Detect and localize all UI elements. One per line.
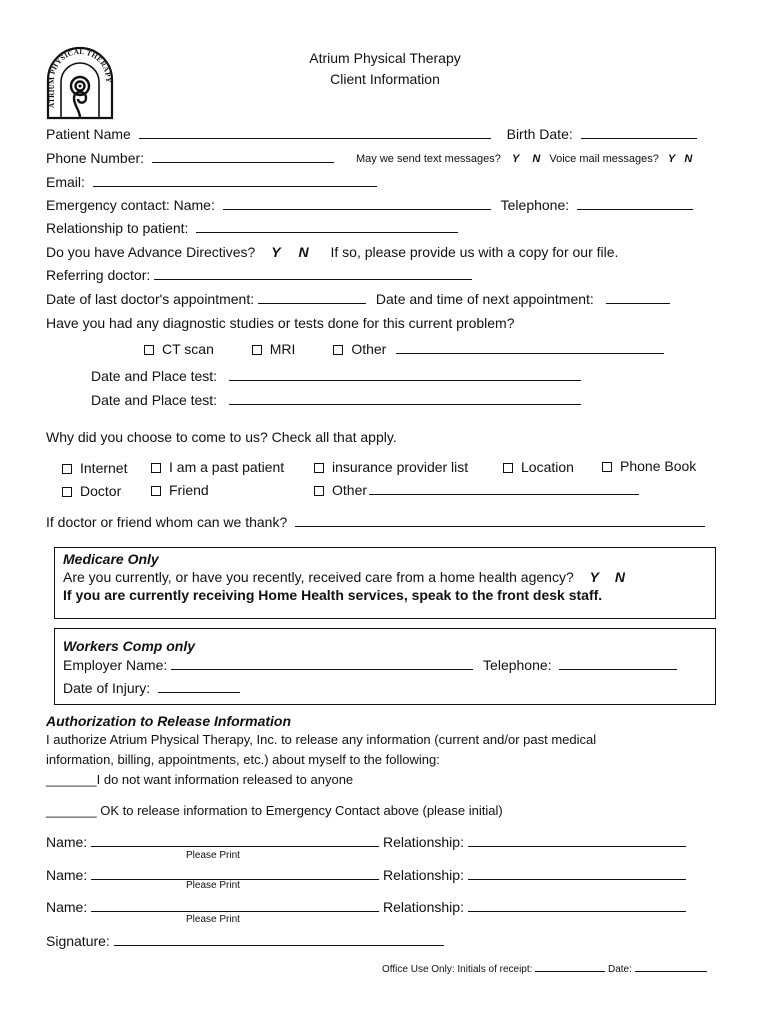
release-relationship-label: Relationship: (383, 899, 464, 915)
release-name-label: Name: (46, 867, 88, 883)
relationship-row (46, 220, 458, 236)
form-title: Atrium Physical Therapy (309, 50, 461, 66)
medicare-no-option[interactable]: N (614, 569, 625, 585)
emergency-telephone-label: Telephone: (500, 197, 570, 213)
option-internet[interactable]: Internet (62, 460, 127, 476)
option-doctor[interactable]: Doctor (62, 483, 121, 499)
date-place-row-1 (91, 368, 581, 384)
ct-scan-option[interactable]: CT scan (144, 341, 214, 357)
other-checkbox[interactable] (314, 486, 324, 496)
office-use-row (382, 962, 707, 975)
date-place-label: Date and Place test: (91, 368, 218, 384)
advance-no-option[interactable]: N (298, 244, 309, 260)
text-messages-label: May we send text messages? (356, 153, 501, 165)
release-name-label: Name: (46, 834, 88, 850)
text-yes-option[interactable]: Y (511, 153, 520, 165)
office-initials-label: Office Use Only: Initials of receipt: (382, 964, 533, 975)
svg-text:ATRIUM PHYSICAL THERAPY: ATRIUM PHYSICAL THERAPY (48, 47, 112, 108)
employer-row (63, 657, 677, 673)
release-relationship-field-3[interactable] (468, 899, 686, 912)
medicare-question: Are you currently, or have you recently, received care from a home health agency? (63, 569, 574, 585)
office-date-label: Date: (608, 964, 632, 975)
birth-date-field[interactable] (581, 126, 697, 139)
signature-field[interactable] (114, 933, 444, 946)
form-subtitle: Client Information (330, 71, 440, 87)
diagnostic-question: Have you had any diagnostic studies or tests done for this current problem? (46, 315, 515, 331)
other-test-field[interactable] (396, 341, 664, 354)
email-row (46, 174, 377, 190)
relationship-field[interactable] (196, 220, 458, 233)
no-release-line[interactable]: _______I do not want information released to anyone (46, 772, 354, 787)
mri-option[interactable]: MRI (252, 341, 296, 357)
thank-label: If doctor or friend whom can we thank? (46, 514, 288, 530)
diagnostic-options-row (144, 341, 664, 357)
birth-date-label: Birth Date: (506, 126, 573, 142)
phone-book-checkbox[interactable] (602, 462, 612, 472)
emergency-telephone-field[interactable] (577, 197, 693, 210)
release-relationship-field-2[interactable] (468, 867, 686, 880)
release-name-row-3 (46, 899, 686, 915)
emergency-row (46, 197, 693, 213)
advance-directives-note: If so, please provide us with a copy for our file. (330, 244, 619, 260)
voice-mail-label: Voice mail messages? (549, 153, 659, 165)
option-past-patient[interactable]: I am a past patient (151, 459, 284, 475)
release-name-field-2[interactable] (91, 867, 379, 880)
referring-doctor-label: Referring doctor: (46, 267, 151, 283)
advance-yes-option[interactable]: Y (271, 244, 281, 260)
employer-field[interactable] (171, 657, 473, 670)
signature-row (46, 933, 444, 949)
option-phone-book[interactable]: Phone Book (602, 458, 696, 474)
referring-doctor-field[interactable] (154, 267, 472, 280)
employer-label: Employer Name: (63, 657, 168, 673)
friend-checkbox[interactable] (151, 486, 161, 496)
referring-doctor-row (46, 267, 472, 283)
release-name-field-1[interactable] (91, 834, 379, 847)
phone-row (46, 150, 334, 166)
workers-telephone-field[interactable] (559, 657, 677, 670)
date-place-field-1[interactable] (229, 368, 581, 381)
authorization-title: Authorization to Release Information (46, 713, 292, 729)
text-no-option[interactable]: N (532, 153, 541, 165)
patient-name-label: Patient Name (46, 126, 131, 142)
other-test-option[interactable]: Other (333, 341, 386, 357)
authorization-text-1: I authorize Atrium Physical Therapy, Inc. to release any information (current and/or past medical (46, 732, 597, 747)
next-appointment-label: Date and time of next appointment: (375, 291, 594, 307)
advance-directives-row (46, 244, 618, 260)
advance-directives-label: Do you have Advance Directives? (46, 244, 256, 260)
option-friend[interactable]: Friend (151, 482, 209, 498)
next-appointment-field[interactable] (606, 291, 670, 304)
medicare-yes-option[interactable]: Y (589, 569, 599, 585)
office-initials-field[interactable] (535, 962, 605, 972)
release-name-field-3[interactable] (91, 899, 379, 912)
workers-telephone-label: Telephone: (483, 657, 552, 673)
insurance-checkbox[interactable] (314, 463, 324, 473)
release-relationship-field-1[interactable] (468, 834, 686, 847)
why-choose-question: Why did you choose to come to us? Check all that apply. (46, 429, 397, 445)
injury-row (63, 680, 240, 696)
medicare-question-row (63, 569, 625, 585)
email-field[interactable] (93, 174, 377, 187)
location-checkbox[interactable] (503, 463, 513, 473)
authorization-text-2: information, billing, appointments, etc.) about myself to the following: (46, 752, 440, 767)
emergency-name-field[interactable] (223, 197, 491, 210)
relationship-label: Relationship to patient: (46, 220, 189, 236)
voice-yes-option[interactable]: Y (667, 153, 676, 165)
internet-checkbox[interactable] (62, 464, 72, 474)
option-location[interactable]: Location (503, 459, 574, 475)
patient-name-field[interactable] (139, 126, 491, 139)
phone-field[interactable] (152, 150, 334, 163)
ct-scan-checkbox[interactable] (144, 345, 154, 355)
other-test-checkbox[interactable] (333, 345, 343, 355)
workers-comp-title: Workers Comp only (63, 638, 195, 654)
thank-field[interactable] (295, 514, 705, 527)
signature-label: Signature: (46, 933, 110, 949)
messages-row (356, 153, 692, 165)
other-reason-field[interactable] (369, 482, 639, 495)
office-date-field[interactable] (635, 962, 707, 972)
option-insurance[interactable]: insurance provider list (314, 459, 468, 475)
date-place-field-2[interactable] (229, 392, 581, 405)
release-relationship-label: Relationship: (383, 867, 464, 883)
injury-label: Date of Injury: (63, 680, 151, 696)
appointments-row (46, 291, 670, 307)
voice-no-option[interactable]: N (684, 153, 693, 165)
emergency-name-label: Emergency contact: Name: (46, 197, 215, 213)
please-print-hint: Please Print (186, 850, 240, 861)
release-name-label: Name: (46, 899, 88, 915)
please-print-hint: Please Print (186, 880, 240, 891)
release-name-row-1 (46, 834, 686, 850)
release-name-row-2 (46, 867, 686, 883)
injury-field[interactable] (158, 680, 240, 693)
last-appointment-label: Date of last doctor's appointment: (46, 291, 255, 307)
past-patient-checkbox[interactable] (151, 463, 161, 473)
ok-release-line[interactable]: _______ OK to release information to Emergency Contact above (please initial) (46, 803, 503, 818)
doctor-checkbox[interactable] (62, 487, 72, 497)
please-print-hint: Please Print (186, 914, 240, 925)
medicare-note: If you are currently receiving Home Health services, speak to the front desk staff. (63, 587, 603, 603)
date-place-label: Date and Place test: (91, 392, 218, 408)
last-appointment-field[interactable] (258, 291, 366, 304)
date-place-row-2 (91, 392, 581, 408)
email-label: Email: (46, 174, 85, 190)
option-other[interactable]: Other (314, 482, 639, 498)
release-relationship-label: Relationship: (383, 834, 464, 850)
medicare-title: Medicare Only (63, 551, 159, 567)
thank-row (46, 514, 705, 530)
phone-label: Phone Number: (46, 150, 145, 166)
mri-checkbox[interactable] (252, 345, 262, 355)
patient-name-row (46, 126, 697, 142)
